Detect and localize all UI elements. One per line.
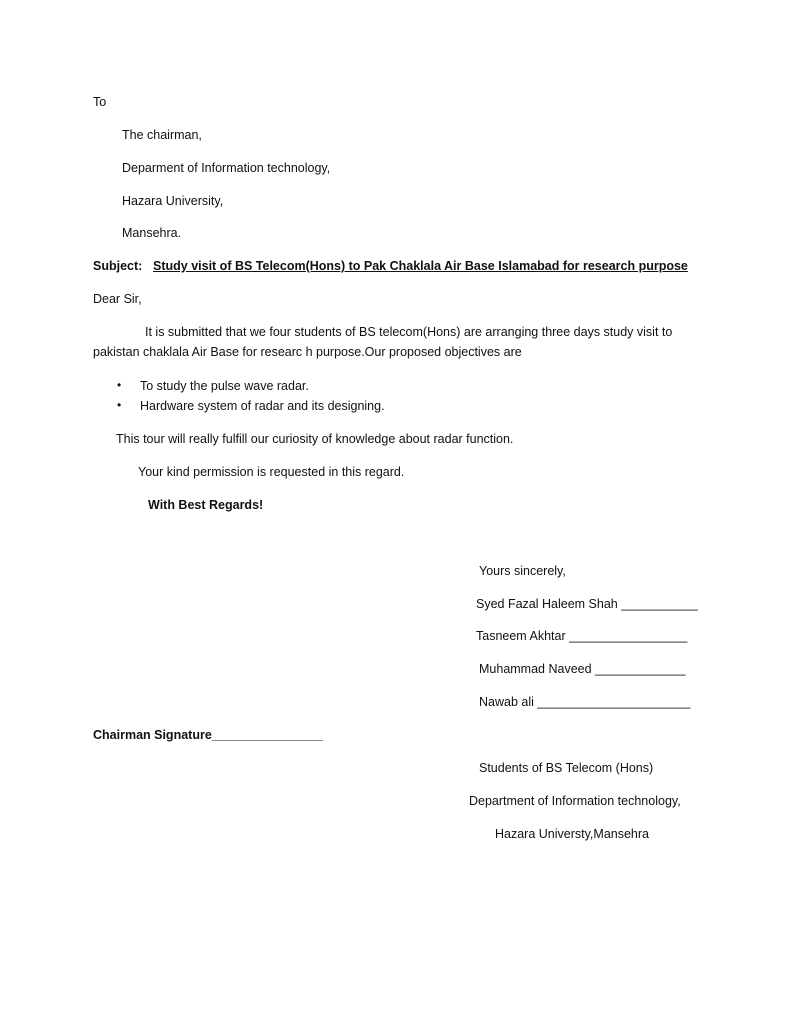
- recipient-department: Deparment of Information technology,: [122, 161, 331, 175]
- subject-label: Subject:: [93, 259, 143, 273]
- bullet-icon: •: [117, 398, 122, 412]
- footer-group: Students of BS Telecom (Hons): [479, 761, 654, 775]
- footer-university: Hazara Universty,Mansehra: [495, 827, 649, 841]
- objective-item: Hardware system of radar and its designing.: [140, 399, 385, 413]
- to-line: To: [93, 95, 107, 109]
- salutation: Dear Sir,: [93, 292, 142, 306]
- signatory-line: Nawab ali ______________________: [479, 695, 691, 709]
- closing-line: Yours sincerely,: [479, 564, 566, 578]
- body-line-1: It is submitted that we four students of BS telecom(Hons) are arranging three days study visit to: [145, 325, 673, 339]
- subject-text: Study visit of BS Telecom(Hons) to Pak Chaklala Air Base Islamabad for research purpose: [153, 259, 688, 273]
- signatory-line: Muhammad Naveed _____________: [479, 662, 686, 676]
- tour-line: This tour will really fulfill our curiosity of knowledge about radar function.: [116, 432, 514, 446]
- permission-line: Your kind permission is requested in this regard.: [138, 465, 405, 479]
- body-line-2: pakistan chaklala Air Base for researc h purpose.Our proposed objectives are: [93, 345, 522, 359]
- footer-department: Department of Information technology,: [469, 794, 681, 808]
- objective-item: To study the pulse wave radar.: [140, 379, 309, 393]
- recipient-university: Hazara University,: [122, 194, 224, 208]
- signatory-line: Tasneem Akhtar _________________: [476, 629, 688, 643]
- regards-line: With Best Regards!: [148, 498, 264, 512]
- recipient-city: Mansehra.: [122, 226, 182, 240]
- recipient-title: The chairman,: [122, 128, 202, 142]
- chairman-signature: Chairman Signature________________: [93, 728, 324, 742]
- signatory-line: Syed Fazal Haleem Shah ___________: [476, 597, 698, 611]
- bullet-icon: •: [117, 378, 122, 392]
